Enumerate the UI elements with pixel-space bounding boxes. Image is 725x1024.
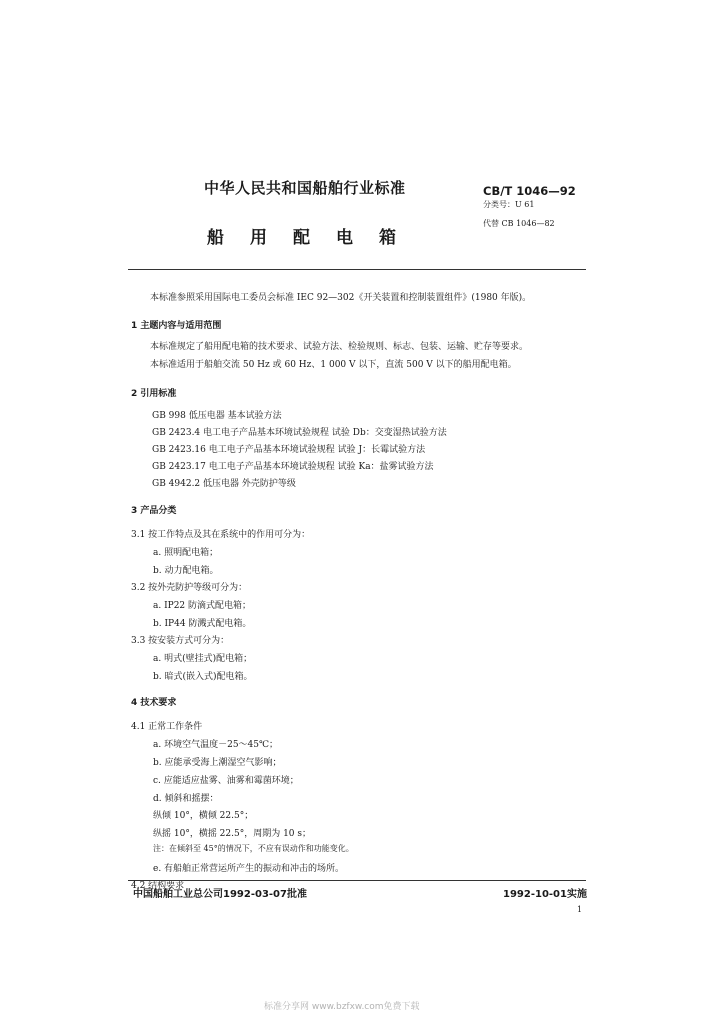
list-item-detail: 纵摇 10°，横摇 22.5°，周期为 10 s； xyxy=(153,829,312,839)
document-title: 船用配电箱 xyxy=(207,228,422,248)
list-item: b. 动力配电箱。 xyxy=(153,566,219,576)
list-item: a. 环境空气温度－25～45℃； xyxy=(153,740,279,750)
list-item-detail: 纵倾 10°，横倾 22.5°； xyxy=(153,811,254,821)
list-item: a. 明式(壁挂式)配电箱； xyxy=(153,654,253,664)
reference-item: GB 2423.16 电工电子产品基本环境试验规程 试验 J：长霉试验方法 xyxy=(152,445,426,455)
reference-item: GB 2423.17 电工电子产品基本环境试验规程 试验 Ka：盐雾试验方法 xyxy=(152,462,434,472)
approval-date: 中国船舶工业总公司1992-03-07批准 xyxy=(133,889,307,900)
page-number: 1 xyxy=(577,905,583,914)
list-item: c. 应能适应盐雾、油雾和霉菌环境； xyxy=(153,776,299,786)
intro-paragraph: 本标准参照采用国际电工委员会标准 IEC 92—302《开关装置和控制装置组件》(1980 年版)。 xyxy=(150,293,532,303)
list-item: b. 暗式(嵌入式)配电箱。 xyxy=(153,672,253,682)
list-item: b. IP44 防溅式配电箱。 xyxy=(153,619,252,629)
footer-divider xyxy=(128,880,586,881)
section-heading: 1 主题内容与适用范围 xyxy=(131,321,222,331)
reference-item: GB 4942.2 低压电器 外壳防护等级 xyxy=(152,479,296,489)
section-heading: 4 技术要求 xyxy=(131,698,177,708)
classification-number: 分类号：U 61 xyxy=(483,200,535,209)
paragraph-line: 本标准规定了船用配电箱的技术要求、试验方法、检验规则、标志、包装、运输、贮存等要求。 xyxy=(150,342,529,352)
list-item: e. 有船舶正常营运所产生的振动和冲击的场所。 xyxy=(153,864,345,874)
watermark-text: 标准分享网 www.bzfxw.com免费下载 xyxy=(264,1002,420,1012)
reference-item: GB 998 低压电器 基本试验方法 xyxy=(152,411,282,421)
subsection-heading: 3.3 按安装方式可分为： xyxy=(131,636,230,646)
list-item: a. 照明配电箱； xyxy=(153,548,219,558)
note-line: 注：在倾斜至 45°的情况下，不应有误动作和功能变化。 xyxy=(153,844,354,853)
issuing-organization: 中华人民共和国船舶行业标准 xyxy=(204,179,406,197)
list-item: d. 倾斜和摇摆： xyxy=(153,794,219,804)
subsection-heading: 4.1 正常工作条件 xyxy=(131,722,203,732)
reference-item: GB 2423.4 电工电子产品基本环境试验规程 试验 Db：交变湿热试验方法 xyxy=(152,428,447,438)
replaces-standard: 代替 CB 1046—82 xyxy=(483,219,555,228)
subsection-heading: 3.1 按工作特点及其在系统中的作用可分为： xyxy=(131,530,311,540)
section-heading: 3 产品分类 xyxy=(131,506,177,516)
header-divider xyxy=(128,269,586,270)
subsection-heading: 4.2 结构要求 xyxy=(131,878,190,891)
implementation-date: 1992-10-01实施 xyxy=(503,889,587,900)
section-heading: 2 引用标准 xyxy=(131,389,177,399)
paragraph-line: 本标准适用于船舶交流 50 Hz 或 60 Hz、1 000 V 以下，直流 500 V 以下的船用配电箱。 xyxy=(150,360,517,370)
subsection-heading: 3.2 按外壳防护等级可分为： xyxy=(131,583,248,593)
list-item: b. 应能承受海上潮湿空气影响； xyxy=(153,758,282,768)
list-item: a. IP22 防滴式配电箱； xyxy=(153,601,252,611)
standard-code: CB/T 1046—92 xyxy=(483,184,576,198)
